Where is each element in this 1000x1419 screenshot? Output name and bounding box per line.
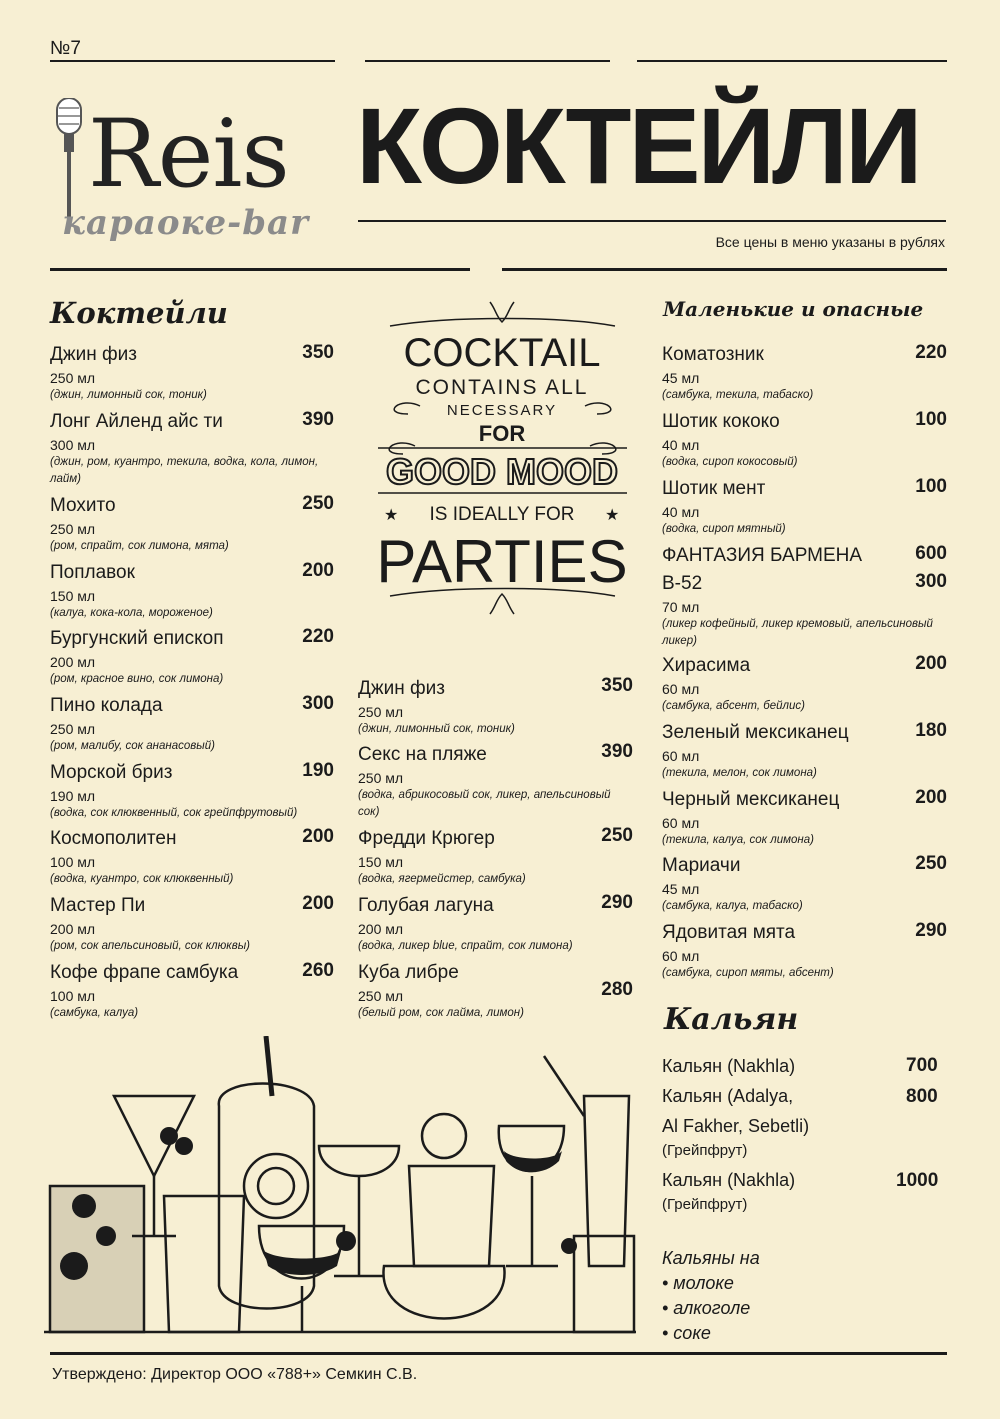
title-rule: [358, 220, 946, 222]
issue-number: №7: [50, 38, 81, 59]
hookah-item-3-name: Кальян (Nakhla): [662, 1170, 796, 1190]
menu-item: Ядовитая мята 290 60 мл (самбука, сироп мяты, абсент): [662, 920, 947, 979]
hookah-item-2-name-2: Al Fakher, Sebetli): [662, 1116, 810, 1136]
cocktail-poster: [370, 296, 635, 621]
hookah-note-item: • молоке: [662, 1273, 734, 1293]
menu-item: Космополитен 200 100 мл (водка, куантро, сок клюквенный): [50, 826, 334, 885]
page-title: КОКТЕЙЛИ: [356, 85, 920, 206]
menu-item: Мохито 250 250 мл (ром, спрайт, сок лимона, мята): [50, 493, 334, 552]
menu-item: Джин физ 350 250 мл (джин, лимонный сок, тоник): [358, 675, 633, 735]
section-title-cocktails: Коктейли: [50, 296, 228, 330]
menu-item: Джин физ 350 250 мл (джин, лимонный сок, тоник): [50, 342, 334, 401]
menu-item: Черный мексиканец 200 60 мл (текила, калуа, сок лимона): [662, 787, 947, 846]
price-note: Все цены в меню указаны в рублях: [715, 234, 945, 250]
menu-item: Коматозник 220 45 мл (самбука, текила, табаско): [662, 342, 947, 401]
menu-item: Поплавок 200 150 мл (калуа, кока-кола, мороженое): [50, 560, 334, 619]
header-rule-left: [50, 60, 335, 62]
poster-line2: CONTAINS ALL: [415, 376, 589, 399]
cocktails-illustration: [44, 1036, 636, 1338]
star-icon-right: ★: [605, 507, 620, 524]
hookah-note-item: • алкоголе: [662, 1298, 751, 1318]
poster-line1: COCKTAIL: [403, 331, 601, 375]
footer-text: Утверждено: Директор ООО «788+» Семкин С.В.: [52, 1366, 418, 1383]
menu-item: B-52 300 70 мл (ликер кофейный, ликер кремовый, апельсиновый ликер): [662, 571, 947, 647]
menu-item: Бургунский епископ 220 200 мл (ром, красное вино, сок лимона): [50, 626, 334, 685]
poster-line4: FOR: [478, 421, 526, 446]
menu-item: Шотик мент 100 40 мл (водка, сироп мятный): [662, 476, 947, 535]
menu-item: Фредди Крюгер 250 150 мл (водка, ягермейстер, самбука): [358, 825, 633, 885]
menu-item: Мариачи 250 45 мл (самбука, калуа, табаско): [662, 853, 947, 912]
menu-item: Мастер Пи 200 200 мл (ром, сок апельсиновый, сок клюквы): [50, 893, 334, 952]
poster-line5: GOOD MOOD: [386, 451, 618, 492]
menu-item: Морской бриз 190 190 мл (водка, сок клюквенный, сок грейпфрутовый): [50, 760, 334, 819]
menu-item: Секс на пляже 390 250 мл (водка, абрикосовый сок, ликер, апельсиновый сок): [358, 741, 633, 818]
logo-reis: Reis: [88, 100, 289, 209]
menu-item: Шотик кококо 100 40 мл (водка, сироп кокосовый): [662, 409, 947, 468]
menu-item: Куба либре 280 250 мл (белый ром, сок лайма, лимон): [358, 962, 633, 1019]
hookah-item-3-sub: (Грейпфрут): [662, 1196, 748, 1213]
menu-item: ФАНТАЗИЯ БАРМЕНА 600: [662, 543, 947, 566]
hookah-note-title: Кальяны на: [662, 1248, 760, 1268]
header-rule-mid: [365, 60, 610, 62]
section-rule-right: [502, 268, 947, 271]
menu-item: Хирасима 200 60 мл (самбука, абсент, бейлис): [662, 653, 947, 712]
menu-item: Кофе фрапе самбука 260 100 мл (самбука, калуа): [50, 960, 334, 1019]
hookah-item-3-price: 1000: [896, 1170, 939, 1191]
section-rule-left: [50, 268, 470, 271]
section-title-small: Маленькие и опасные: [663, 297, 924, 321]
hookah-note-item: • соке: [662, 1323, 711, 1343]
hookah-item-2-name-1: Кальян (Adalya,: [662, 1086, 794, 1106]
poster-line7: PARTIES: [376, 528, 628, 595]
section-title-hookah: Кальян: [664, 1002, 799, 1037]
menu-item: Голубая лагуна 290 200 мл (водка, ликер blue, спрайт, сок лимона): [358, 892, 633, 952]
menu-item: Зеленый мексиканец 180 60 мл (текила, мелон, сок лимона): [662, 720, 947, 779]
footer-rule: [50, 1352, 947, 1355]
star-icon-left: ★: [384, 507, 399, 524]
menu-item: Пино колада 300 250 мл (ром, малибу, сок ананасовый): [50, 693, 334, 752]
menu-item: Лонг Айленд айс ти 390 300 мл (джин, ром, куантро, текила, водка, кола, лимон, лайм): [50, 409, 334, 485]
hookah-item-1-name: Кальян (Nakhla): [662, 1056, 796, 1076]
logo-subtitle: караоке-bar: [62, 203, 309, 243]
header-rule-right: [637, 60, 947, 62]
poster-line6: IS IDEALLY FOR: [429, 504, 575, 525]
hookah-item-1-price: 700: [906, 1055, 938, 1076]
hookah-item-2-sub: (Грейпфрут): [662, 1142, 748, 1159]
poster-line3: NECESSARY: [446, 402, 558, 419]
hookah-item-2-price: 800: [906, 1086, 938, 1107]
